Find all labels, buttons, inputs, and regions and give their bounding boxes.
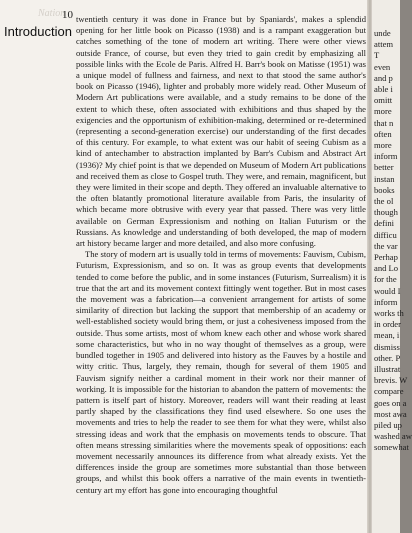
facing-page-line: piled up (374, 420, 402, 430)
facing-page-line: washed aw (374, 431, 412, 442)
facing-page-line: compare (374, 386, 404, 397)
facing-page-line: attem (374, 39, 394, 50)
facing-page-line: defini (374, 218, 395, 229)
paragraph: twentieth century it was done in France but by Spaniards', makes a splendid opening for her little book on Picasso (1938) and is a rampant exaggeration but catches something of the tone of modern art writing. There were other views outside France, of course, but even they tried to gain credit by emphasizing all possible links with the Ecole de Paris. Alfred H. Barr's book on Matisse (1951) was a unique model of fullness and fairness, and next to that stood the same author's book on Picasso (1946), lighter and probably more widely read. Other Museum of Modern Art publications were available, and a study remains to be done of the extent to which these, often associated with exhibitions and thus shaped by the exigencies and the opportunism of exhibition-making, determined or re-determined (representing a second-generation exercise) our understanding of the first decades of this century. For example, to what extent was our habit of seeing Cubism as a kind of antechamber to abstraction implanted by Barr's Cubism and Abstract Art (1936)? My chief point is that we depended on Museum of Modern Art publications and received them as close to Gospel truth. They were, and remain, magnificent, but they were limited in their scope and depth. They offered an invaluable alternative to the often blatantly promotional literature available from Paris, the insularity of which became more obtrusive with every year that passed. There was very little available on German Expressionism and nothing on Italian Futurism or the Russians. As knowledge and understanding of both developed, the map of modern art history became larger and more detailed, and also more confusing. (76, 14, 366, 249)
facing-page-line: for the (374, 274, 397, 285)
body-text (76, 14, 366, 496)
facing-page-line: brevis. W (374, 375, 408, 386)
facing-page-line: inform (374, 151, 398, 162)
facing-page-line: most awa (374, 408, 407, 419)
facing-page-line: inform (374, 296, 398, 307)
facing-page-line: more (374, 140, 392, 150)
facing-page-line: works th (374, 308, 404, 318)
facing-page-line: the ol (374, 196, 394, 206)
facing-page-line: T (374, 50, 380, 61)
facing-page-line: more (374, 106, 392, 117)
facing-page-line: somewhat (374, 442, 409, 453)
facing-page-line: though (374, 207, 398, 218)
facing-page-line: instan (374, 173, 395, 184)
facing-page-line: books (374, 184, 395, 195)
facing-page (372, 0, 412, 533)
facing-page-line: the var (374, 240, 398, 251)
page-number: 10 (62, 9, 73, 21)
show-through-text: Nation (38, 8, 66, 19)
facing-page-line: and p (374, 72, 393, 83)
facing-page-line: better (374, 162, 394, 173)
facing-page-line: omitt (374, 95, 393, 106)
facing-page-line: dismiss (374, 341, 400, 352)
facing-page-line: other. P (374, 352, 401, 363)
facing-page-line: difficu (374, 229, 397, 240)
facing-page-line: often (374, 128, 392, 139)
paragraph: The story of modern art is usually told in terms of movements: Fauvism, Cubism, Futurism, Expressionism, and so on. It was as group events that developments tended to come before the public, and in some instances (Futurism, Surrealism) it is true that the art and its movement context fittingly went together. But in most cases the movement was a fabrication—a convenient arrangement for artists of some similarity of direction but lacking the support that membership of an academy or well-established society would bring them, or just a cohesiveness imposed from the outside. Thus some artists, most of whom knew each other and whose work shared some characteristics, but who in no way thought of themselves as a group, were bundled together in 1905 and delivered into history as the Fauves by a hostile and witty critic. Thus, largely, they remain, though for several of them 1905 and Fauvism signify neither a cardinal moment in their work nor their manner of working. It is impossible for the historian to abandon the pattern of movements: the pattern is itself part of history. Moreover, readers will want their reading at least partly shaped by the classifications they find used elsewhere. So one uses the movements and tries to help the reader to see them for what they were, whilst also stressing ideas and work that the emphasis on movements tends to obscure. That often means stressing similarities where the movements speak of oppositions: each movement necessarily announces its difference from what already exists. Yet the differences inside the group are sometimes more substantial than those between groups, and whilst this book offers a narrative of the main events in twentieth-century art my effort has gone into encouraging thoughtful (76, 249, 366, 495)
running-head: Introduction (4, 24, 72, 39)
facing-page-line: goes on a (374, 397, 407, 408)
facing-page-line: that n (374, 117, 394, 128)
facing-page-line: able i (374, 84, 393, 94)
facing-page-line: illustrat (374, 364, 401, 374)
facing-page-line: in order (374, 319, 401, 330)
facing-page-line: would I (374, 285, 401, 296)
facing-page-line: unde (374, 28, 391, 38)
facing-page-line: Perhap (374, 252, 398, 262)
facing-page-line: mean, i (374, 330, 400, 341)
facing-page-line: even (374, 61, 391, 72)
facing-page-line: and Lo (374, 263, 399, 274)
